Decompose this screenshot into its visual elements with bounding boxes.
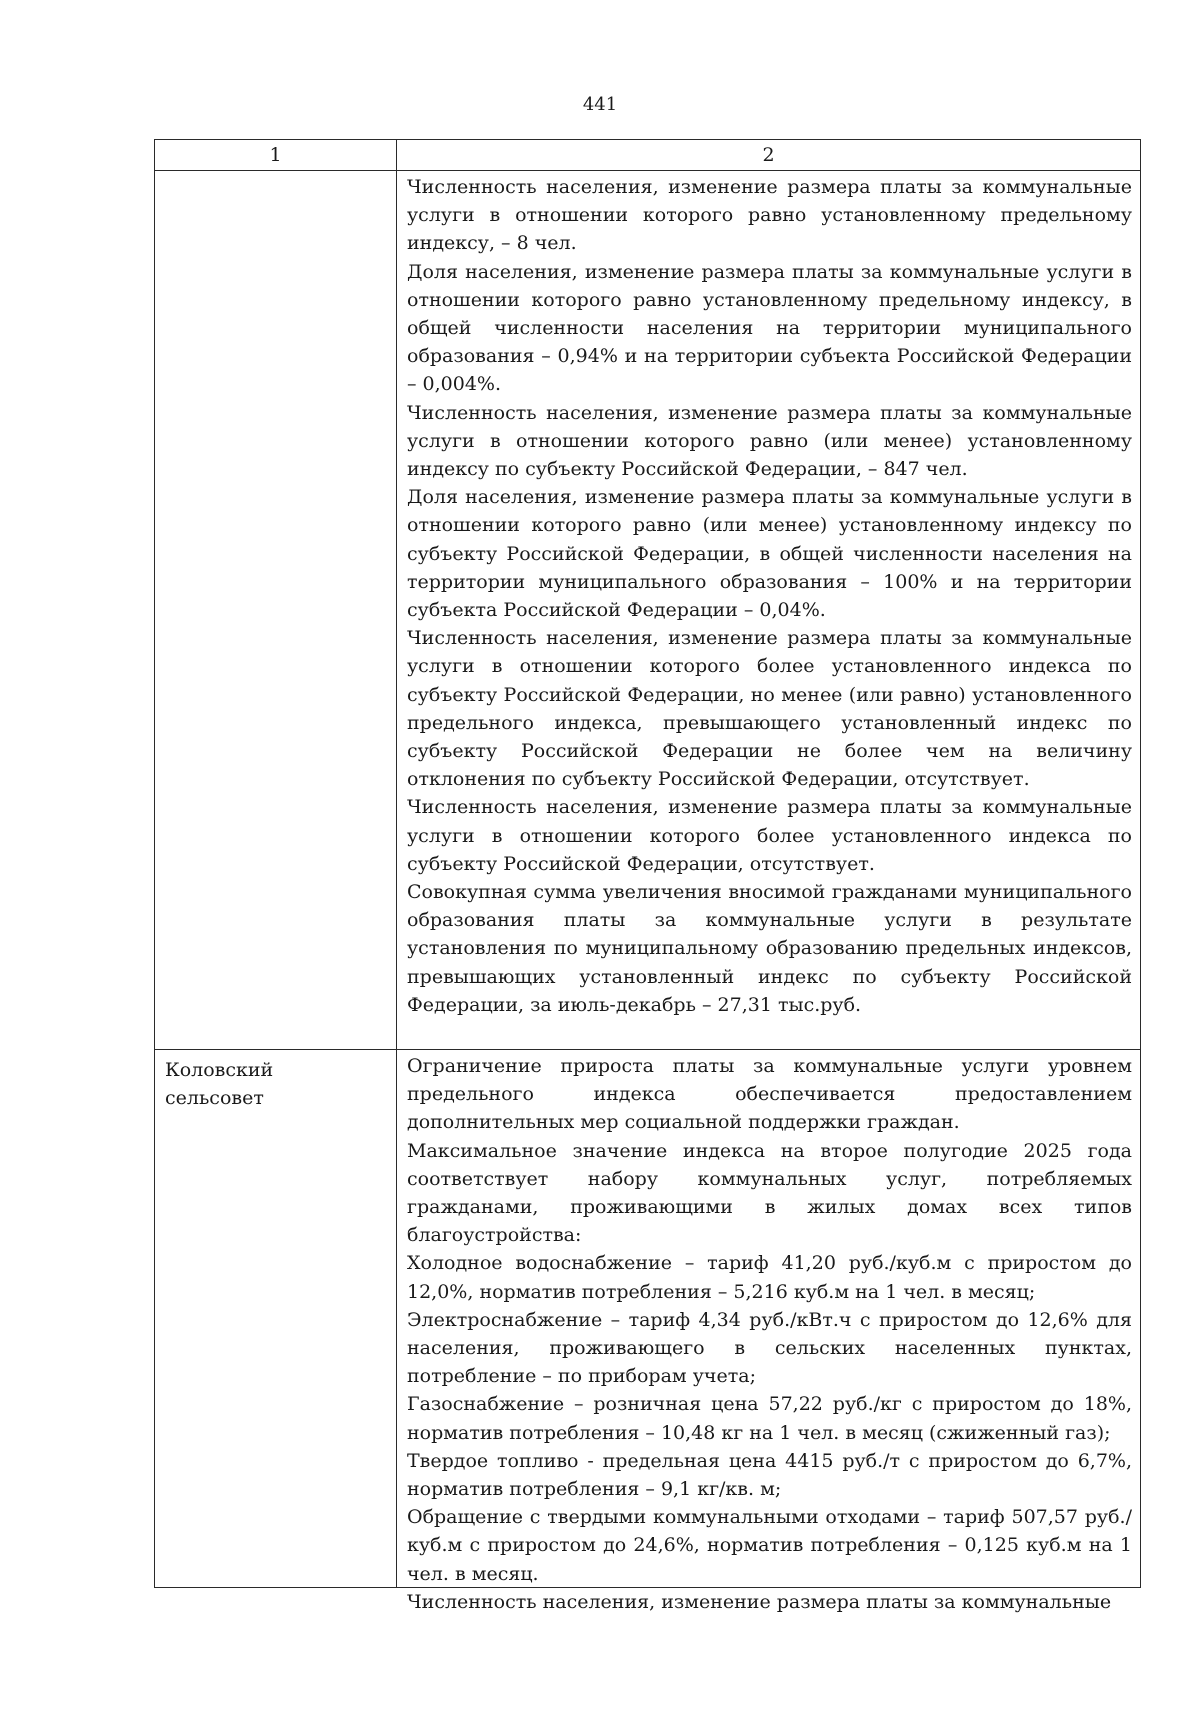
paragraph: Численность населения, изменение размера платы за коммунальные [407, 1590, 1112, 1613]
paragraph: Численность населения, изменение размера платы за коммунальные услуги в отношении которого равно установленному предельному индексу, – 8 чел. [407, 176, 1132, 255]
description-cell [397, 1050, 1141, 1613]
municipality-name-line: сельсовет [165, 1087, 264, 1110]
paragraph: Обращение с твердыми коммунальными отходами – тариф 507,57 руб./куб.м с приростом до 24,6%, норматив потребления – 0,125 куб.м на 1 чел. в месяц. [407, 1506, 1132, 1585]
municipality-name-cell [155, 171, 397, 1050]
paragraph: Газоснабжение – розничная цена 57,22 руб./кг с приростом до 18%, норматив потребления – 10,48 кг на 1 чел. в месяц (сжиженный газ); [407, 1393, 1132, 1444]
table-row [155, 171, 1141, 1050]
paragraph: Ограничение прироста платы за коммунальные услуги уровнем предельного индекса обеспечивается предоставлением дополнительных мер социальной поддержки граждан. [407, 1055, 1132, 1134]
paragraph: Доля населения, изменение размера платы за коммунальные услуги в отношении которого равно (или менее) установленному индексу по субъекту Российской Федерации, в общей численности населения на территории муниципального образования – 100% и на территории субъекта Российской Федерации – 0,04%. [407, 486, 1132, 622]
paragraph: Твердое топливо - предельная цена 4415 руб./т с приростом до 6,7%, норматив потребления – 9,1 кг/кв. м; [407, 1449, 1132, 1501]
column-header-1: 1 [155, 140, 397, 171]
paragraph: Совокупная сумма увеличения вносимой гражданами муниципального образования платы за коммунальные услуги в результате установления по муниципальному образованию предельных индексов, превышающих установленный индекс по субъекту Российской Федерации, за июль-декабрь – 27,31 тыс.руб. [407, 881, 1132, 1016]
paragraph: Численность населения, изменение размера платы за коммунальные услуги в отношении которого равно (или менее) установленному индексу по субъекту Российской Федерации, – 847 чел. [407, 401, 1132, 481]
paragraph: Электроснабжение – тариф 4,34 руб./кВт.ч с приростом до 12,6% для населения, проживающего в сельских населенных пунктах, потребление – по приборам учета; [407, 1308, 1132, 1388]
paragraph: Численность населения, изменение размера платы за коммунальные услуги в отношении которого более установленного индекса по субъекту Российской Федерации, отсутствует. [407, 796, 1132, 875]
document-table [154, 139, 1141, 1613]
paragraph: Холодное водоснабжение – тариф 41,20 руб./куб.м с приростом до 12,0%, норматив потребления – 5,216 куб.м на 1 чел. в месяц; [407, 1252, 1132, 1303]
description-cell [397, 171, 1141, 1050]
paragraph: Доля населения, изменение размера платы за коммунальные услуги в отношении которого равно установленному предельному индексу, в общей численности населения на территории муниципального образования – 0,94% и на территории субъекта Российской Федерации – 0,004%. [407, 260, 1132, 396]
paragraph: Максимальное значение индекса на второе полугодие 2025 года соответствует набору коммунальных услуг, потребляемых гражданами, проживающими в жилых домах всех типов благоустройства: [407, 1139, 1132, 1247]
municipality-name-line: Коловский [165, 1059, 274, 1081]
table-header-row [155, 140, 1141, 171]
municipality-name-cell [155, 1050, 397, 1588]
paragraph: Численность населения, изменение размера платы за коммунальные услуги в отношении которого более установленного индекса по субъекту Российской Федерации, но менее (или равно) установленного предельного индекса, превышающего установленный индекс по субъекту Российской Федерации не более чем на величину отклонения по субъекту Российской Федерации, отсутствует. [407, 627, 1132, 791]
page-number: 441 [582, 94, 618, 115]
column-header-2: 2 [397, 140, 1141, 171]
table-row [155, 1050, 1141, 1588]
